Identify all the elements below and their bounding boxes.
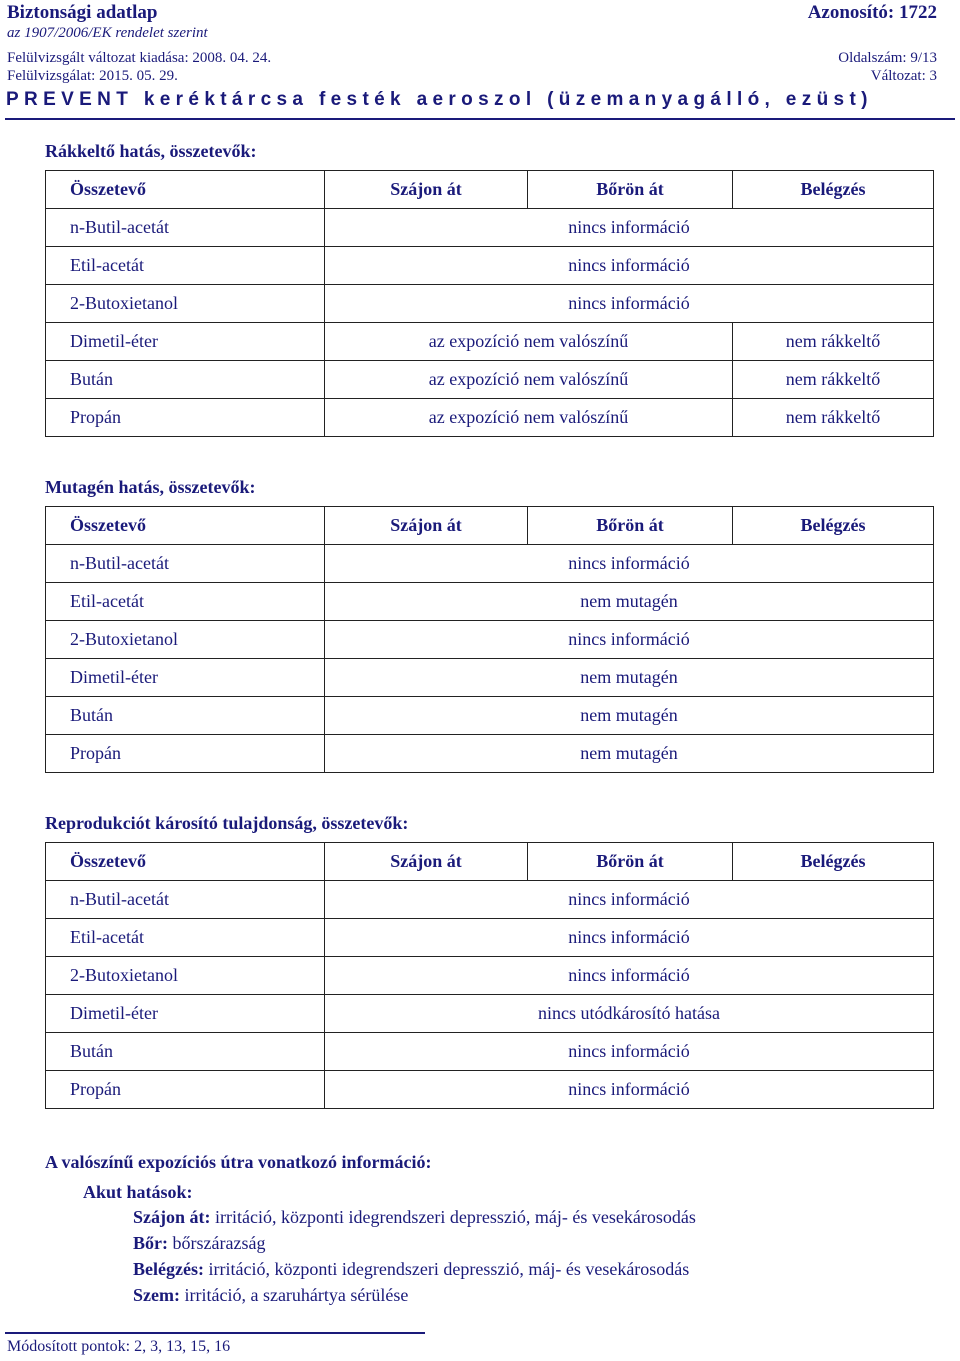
header-divider [5, 118, 955, 120]
regulation-note: az 1907/2006/EK rendelet szerint [7, 25, 208, 41]
component-name: 2-Butoxietanol [46, 957, 325, 995]
modified-sections: Módosított pontok: 2, 3, 13, 15, 16 [7, 1338, 231, 1355]
col-header-dermal: Bőrön át [528, 171, 733, 209]
table-row [46, 545, 934, 583]
col-header-inhalation: Belégzés [733, 507, 934, 545]
oral-effects [133, 1207, 696, 1228]
component-value: nincs információ [325, 1033, 934, 1071]
page-number: Oldalszám: 9/13 [838, 50, 937, 66]
component-inhalation-value: nem rákkeltő [733, 361, 934, 399]
component-value: nincs utódkárosító hatása [325, 995, 934, 1033]
table-header-row [46, 507, 934, 545]
table-row [46, 209, 934, 247]
component-name: Propán [46, 735, 325, 773]
col-header-dermal: Bőrön át [528, 507, 733, 545]
table-row [46, 583, 934, 621]
issue-line [7, 50, 937, 68]
component-value: nem mutagén [325, 697, 934, 735]
table-row [46, 399, 934, 437]
component-name: Bután [46, 697, 325, 735]
col-header-inhalation: Belégzés [733, 843, 934, 881]
skin-effects [133, 1233, 265, 1254]
component-inhalation-value: nem rákkeltő [733, 399, 934, 437]
component-value: nincs információ [325, 209, 934, 247]
component-value: az expozíció nem valószínű [325, 361, 733, 399]
table-row [46, 1033, 934, 1071]
table-row [46, 659, 934, 697]
component-value: nem mutagén [325, 735, 934, 773]
component-name: n-Butil-acetát [46, 545, 325, 583]
table-header-row [46, 171, 934, 209]
skin-text: bőrszárazság [168, 1233, 266, 1253]
table-row [46, 995, 934, 1033]
col-header-oral: Szájon át [325, 507, 528, 545]
component-value: nincs információ [325, 285, 934, 323]
table-row [46, 919, 934, 957]
document-id: Azonosító: 1722 [807, 2, 937, 23]
reproductive-title: Reprodukciót károsító tulajdonság, összetevők: [45, 813, 409, 833]
component-name: Propán [46, 399, 325, 437]
table-row [46, 735, 934, 773]
table-header-row [46, 843, 934, 881]
reproductive-table [45, 842, 934, 1109]
col-header-oral: Szájon át [325, 843, 528, 881]
component-value: nincs információ [325, 621, 934, 659]
inhalation-label: Belégzés: [133, 1259, 204, 1279]
review-line [7, 68, 937, 86]
table-row [46, 881, 934, 919]
table-row [46, 247, 934, 285]
component-value: nem mutagén [325, 659, 934, 697]
oral-label: Szájon át: [133, 1207, 211, 1227]
component-value: nincs információ [325, 545, 934, 583]
table-row [46, 697, 934, 735]
component-name: 2-Butoxietanol [46, 285, 325, 323]
acute-effects-title: Akut hatások: [83, 1182, 193, 1202]
col-header-inhalation: Belégzés [733, 171, 934, 209]
carcinogenic-title: Rákkeltő hatás, összetevők: [45, 141, 257, 161]
document-title: Biztonsági adatlap [7, 2, 158, 23]
component-value: nincs információ [325, 881, 934, 919]
mutagenic-table [45, 506, 934, 773]
inhalation-effects [133, 1259, 689, 1280]
product-name: PREVENT keréktárcsa festék aeroszol (üzemanyagálló, ezüst) [6, 89, 873, 110]
col-header-component: Összetevő [46, 507, 325, 545]
component-name: Dimetil-éter [46, 995, 325, 1033]
component-value: az expozíció nem valószínű [325, 323, 733, 361]
eye-label: Szem: [133, 1285, 180, 1305]
component-value: nincs információ [325, 247, 934, 285]
col-header-component: Összetevő [46, 171, 325, 209]
exposure-title: A valószínű expozíciós útra vonatkozó információ: [45, 1152, 432, 1172]
component-value: az expozíció nem valószínű [325, 399, 733, 437]
component-inhalation-value: nem rákkeltő [733, 323, 934, 361]
col-header-oral: Szájon át [325, 171, 528, 209]
table-row [46, 285, 934, 323]
component-value: nem mutagén [325, 583, 934, 621]
table-row [46, 323, 934, 361]
component-name: Etil-acetát [46, 247, 325, 285]
col-header-dermal: Bőrön át [528, 843, 733, 881]
footer-divider [5, 1332, 425, 1334]
table-row [46, 957, 934, 995]
component-name: 2-Butoxietanol [46, 621, 325, 659]
component-value: nincs információ [325, 957, 934, 995]
issue-date: Felülvizsgált változat kiadása: 2008. 04. 24. [7, 50, 272, 66]
component-name: Bután [46, 361, 325, 399]
review-date: Felülvizsgálat: 2015. 05. 29. [7, 68, 178, 84]
eye-text: irritáció, a szaruhártya sérülése [179, 1285, 409, 1305]
document-header [7, 2, 937, 24]
skin-label: Bőr: [133, 1233, 168, 1253]
component-name: n-Butil-acetát [46, 881, 325, 919]
component-name: Etil-acetát [46, 583, 325, 621]
eye-effects [133, 1285, 408, 1306]
table-row [46, 1071, 934, 1109]
oral-text: irritáció, központi idegrendszeri depresszió, máj- és vesekárosodás [210, 1207, 696, 1227]
component-name: Dimetil-éter [46, 323, 325, 361]
version-number: Változat: 3 [870, 68, 937, 84]
component-value: nincs információ [325, 1071, 934, 1109]
mutagenic-title: Mutagén hatás, összetevők: [45, 477, 256, 497]
table-row [46, 361, 934, 399]
component-value: nincs információ [325, 919, 934, 957]
carcinogenic-table [45, 170, 934, 437]
inhalation-text: irritáció, központi idegrendszeri depresszió, máj- és vesekárosodás [203, 1259, 690, 1279]
component-name: n-Butil-acetát [46, 209, 325, 247]
component-name: Propán [46, 1071, 325, 1109]
component-name: Bután [46, 1033, 325, 1071]
table-row [46, 621, 934, 659]
component-name: Dimetil-éter [46, 659, 325, 697]
col-header-component: Összetevő [46, 843, 325, 881]
component-name: Etil-acetát [46, 919, 325, 957]
